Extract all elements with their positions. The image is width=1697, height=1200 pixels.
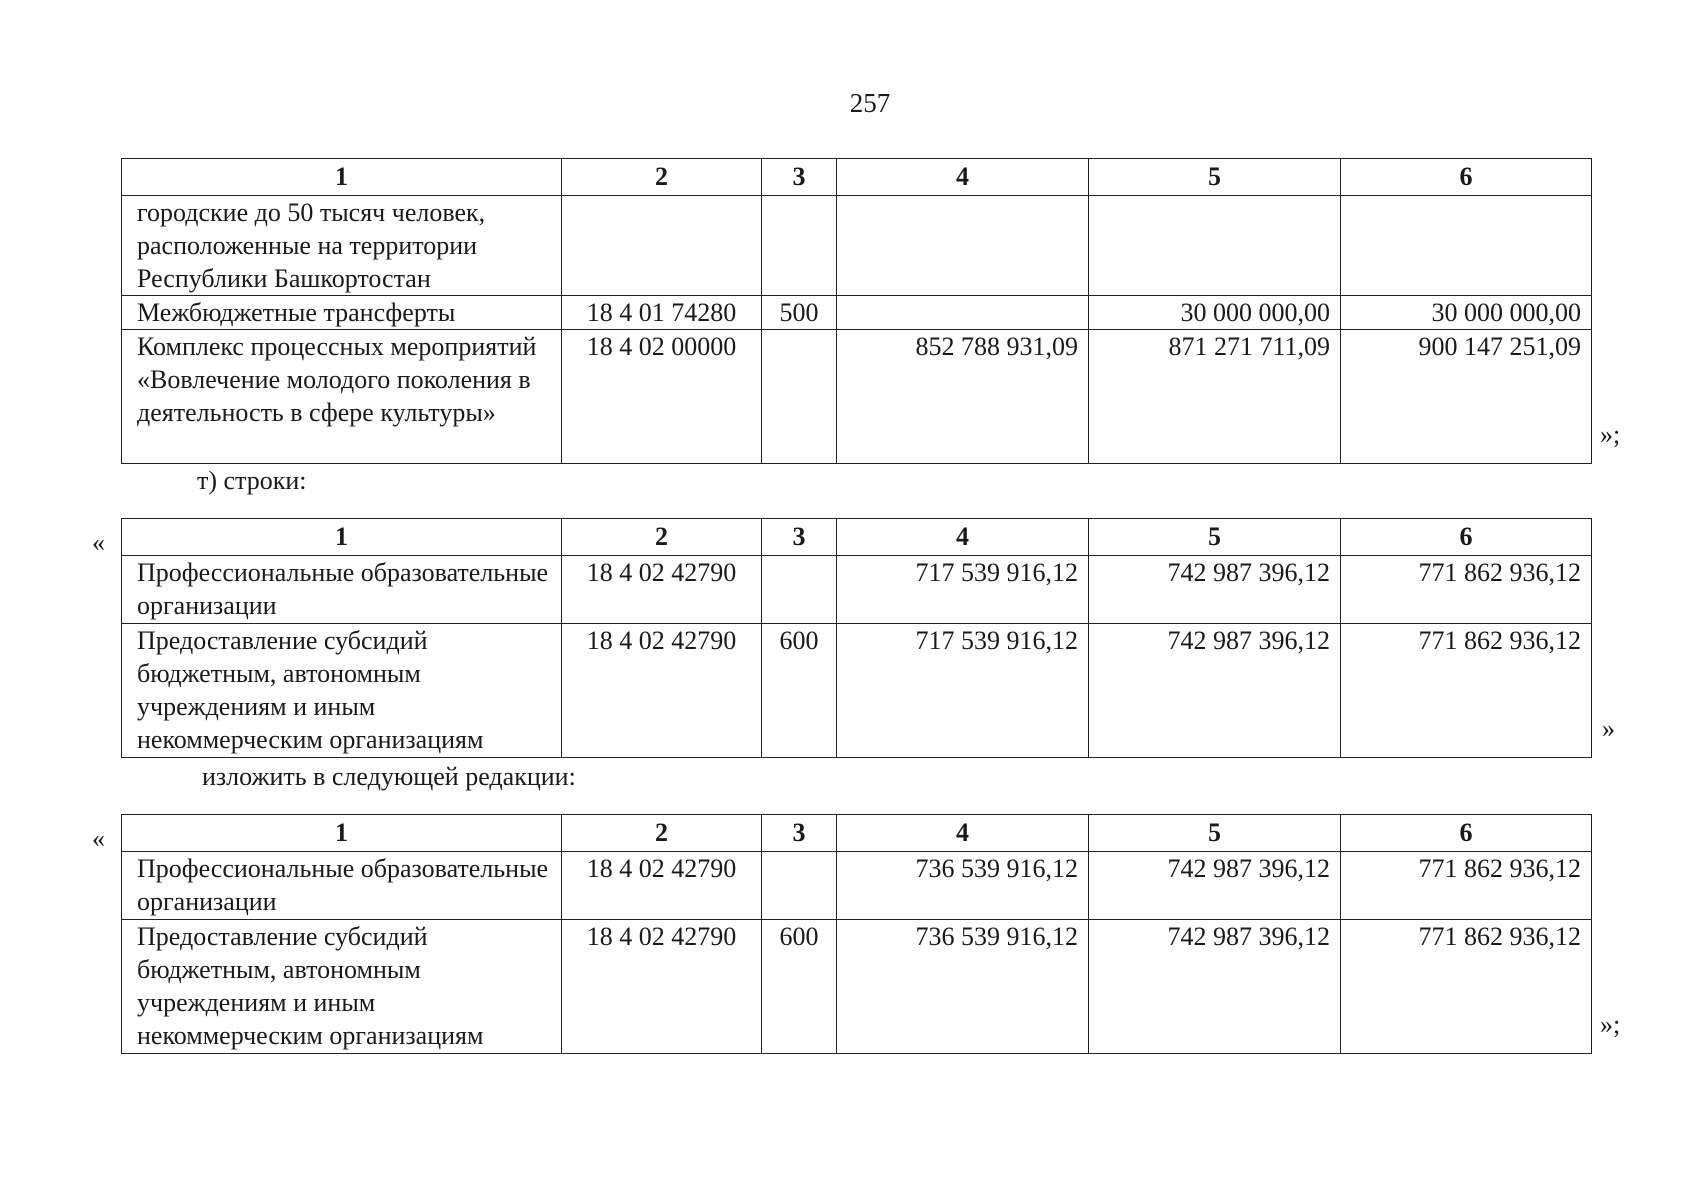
closing-quote: »; (1600, 420, 1621, 449)
row-name: Предоставление субсидий бюджетным, автономным учреждениям и иным некоммерческим организациям (122, 624, 562, 758)
row-value-6: 771 862 936,12 (1341, 920, 1592, 1054)
table-row (122, 196, 1592, 296)
column-header: 6 (1341, 815, 1592, 852)
column-header: 3 (762, 159, 837, 196)
row-type (762, 330, 837, 464)
column-header: 6 (1341, 159, 1592, 196)
item-t-heading: т) строки: (197, 466, 307, 495)
row-value-4: 736 539 916,12 (837, 852, 1089, 920)
column-header: 3 (762, 519, 837, 556)
row-name: Профессиональные образовательные организации (122, 852, 562, 920)
column-header: 2 (562, 815, 762, 852)
budget-table-old-rows (121, 518, 1592, 758)
column-header: 2 (562, 519, 762, 556)
budget-table-new-rows (121, 814, 1592, 1054)
edit-instruction: изложить в следующей редакции: (202, 762, 576, 791)
table-row (122, 852, 1592, 920)
row-code: 18 4 02 42790 (562, 556, 762, 624)
row-value-6 (1341, 196, 1592, 296)
column-header: 5 (1089, 815, 1341, 852)
row-value-5: 742 987 396,12 (1089, 920, 1341, 1054)
table-row (122, 920, 1592, 1054)
row-code: 18 4 02 42790 (562, 852, 762, 920)
row-type (762, 556, 837, 624)
closing-quote: » (1602, 714, 1615, 743)
row-value-6: 30 000 000,00 (1341, 296, 1592, 330)
column-header: 5 (1089, 519, 1341, 556)
row-value-4: 717 539 916,12 (837, 556, 1089, 624)
row-code: 18 4 02 00000 (562, 330, 762, 464)
row-value-6: 771 862 936,12 (1341, 852, 1592, 920)
row-type: 600 (762, 920, 837, 1054)
row-code: 18 4 02 42790 (562, 920, 762, 1054)
row-code (562, 196, 762, 296)
row-value-6: 900 147 251,09 (1341, 330, 1592, 464)
column-header: 1 (122, 815, 562, 852)
table-row (122, 330, 1592, 464)
row-type: 600 (762, 624, 837, 758)
row-code: 18 4 01 74280 (562, 296, 762, 330)
column-header: 6 (1341, 519, 1592, 556)
row-value-5: 742 987 396,12 (1089, 556, 1341, 624)
row-value-5: 30 000 000,00 (1089, 296, 1341, 330)
table-row (122, 296, 1592, 330)
row-name: Межбюджетные трансферты (122, 296, 562, 330)
row-value-5 (1089, 196, 1341, 296)
row-value-4: 852 788 931,09 (837, 330, 1089, 464)
closing-quote: »; (1600, 1010, 1621, 1039)
row-value-6: 771 862 936,12 (1341, 624, 1592, 758)
column-header: 2 (562, 159, 762, 196)
row-value-5: 871 271 711,09 (1089, 330, 1341, 464)
table-header-row (122, 815, 1592, 852)
table-row (122, 556, 1592, 624)
row-value-4 (837, 196, 1089, 296)
row-code: 18 4 02 42790 (562, 624, 762, 758)
row-value-4 (837, 296, 1089, 330)
row-value-4: 717 539 916,12 (837, 624, 1089, 758)
row-type (762, 852, 837, 920)
column-header: 4 (837, 815, 1089, 852)
row-value-5: 742 987 396,12 (1089, 852, 1341, 920)
column-header: 4 (837, 519, 1089, 556)
budget-table-continuation (121, 158, 1592, 464)
table-header-row (122, 159, 1592, 196)
row-value-4: 736 539 916,12 (837, 920, 1089, 1054)
column-header: 4 (837, 159, 1089, 196)
row-name: Предоставление субсидий бюджетным, автономным учреждениям и иным некоммерческим организациям (122, 920, 562, 1054)
page-number: 257 (849, 88, 891, 118)
opening-quote: « (92, 824, 105, 853)
column-header: 1 (122, 519, 562, 556)
row-name: Профессиональные образовательные организации (122, 556, 562, 624)
table-row (122, 624, 1592, 758)
row-type (762, 196, 837, 296)
row-name: городские до 50 тысяч человек, расположенные на территории Республики Башкортостан (122, 196, 562, 296)
column-header: 1 (122, 159, 562, 196)
column-header: 5 (1089, 159, 1341, 196)
opening-quote: « (92, 528, 105, 557)
row-value-6: 771 862 936,12 (1341, 556, 1592, 624)
column-header: 3 (762, 815, 837, 852)
row-type: 500 (762, 296, 837, 330)
row-name: Комплекс процессных мероприятий «Вовлечение молодого поколения в деятельность в сфере культуры» (122, 330, 562, 464)
table-header-row (122, 519, 1592, 556)
row-value-5: 742 987 396,12 (1089, 624, 1341, 758)
